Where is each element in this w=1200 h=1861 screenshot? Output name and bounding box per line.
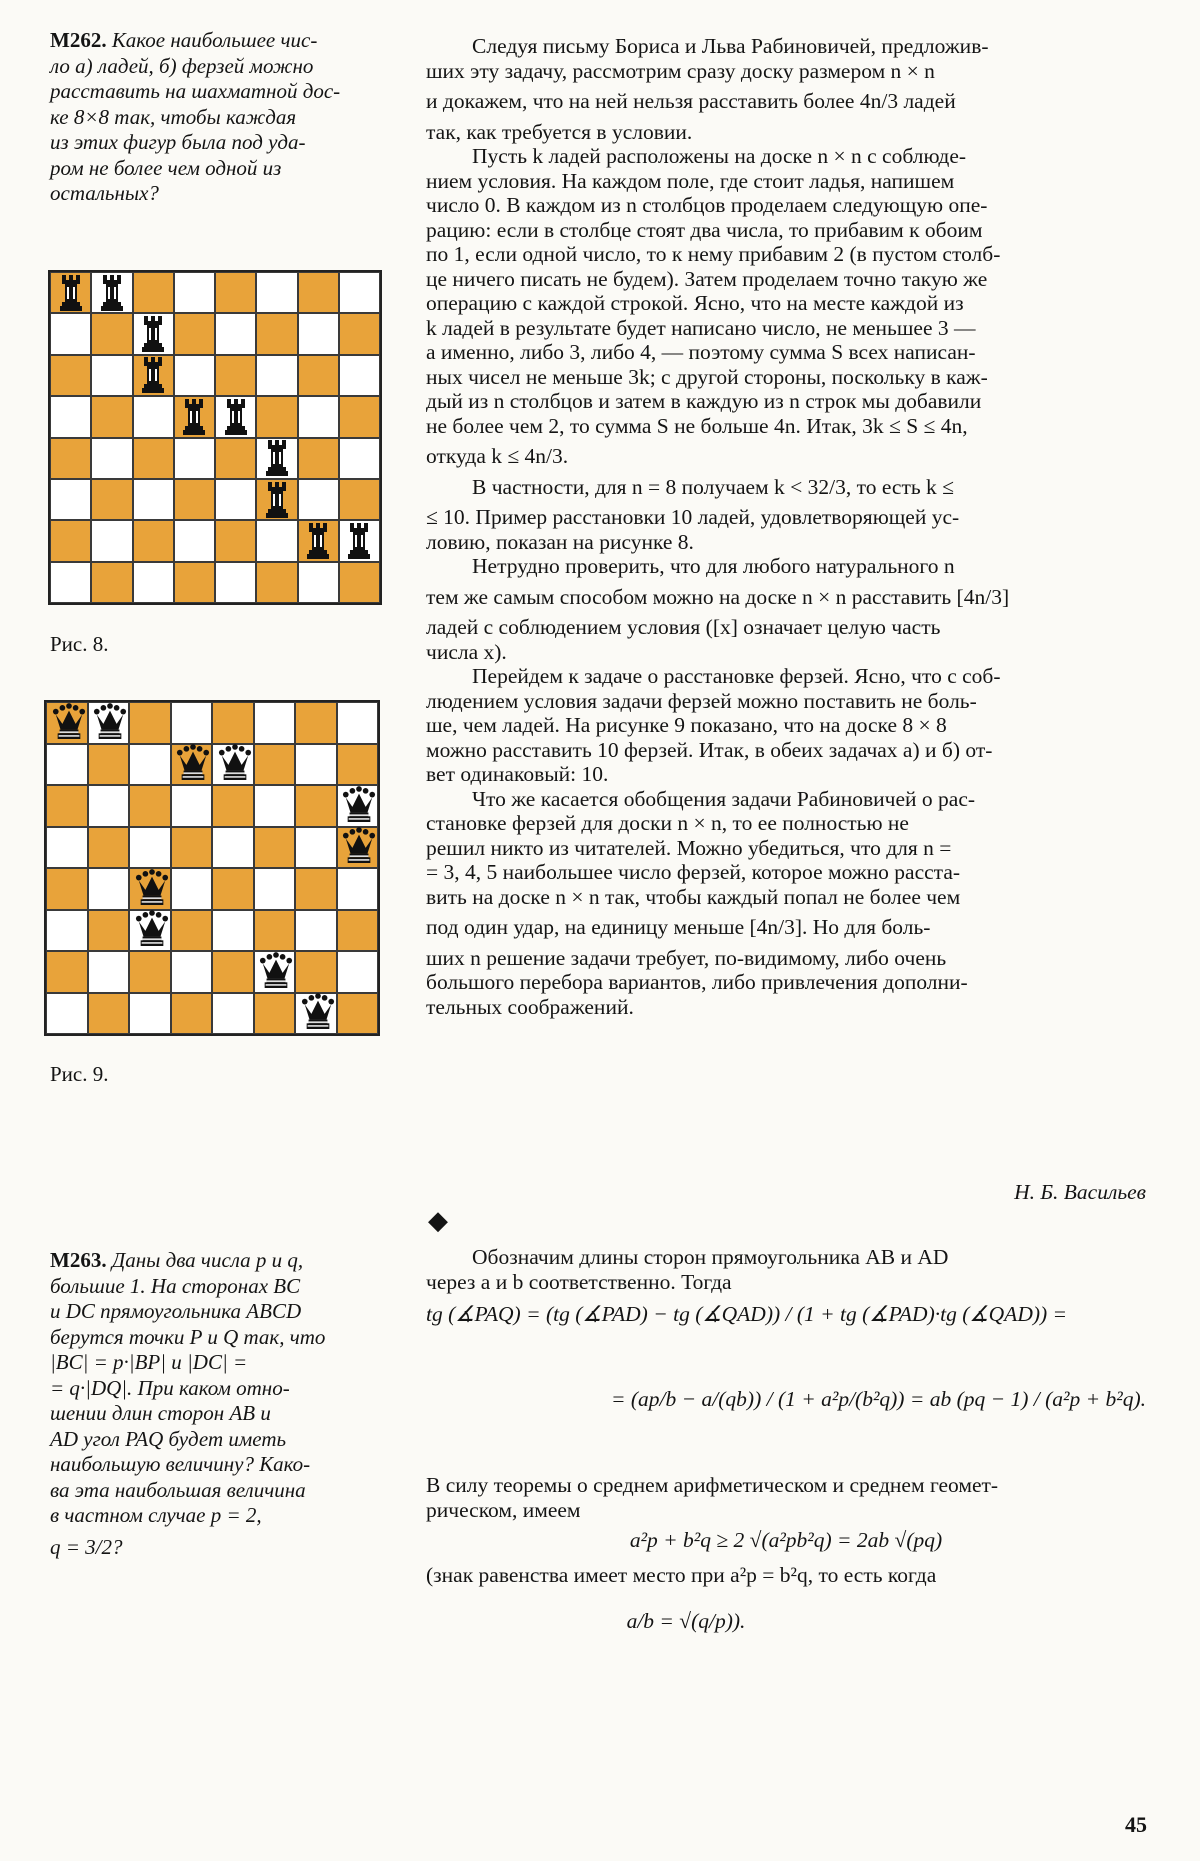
board-square — [171, 868, 213, 910]
board-square — [46, 827, 88, 869]
board-square — [129, 993, 171, 1035]
solution-m263 — [426, 1245, 1146, 1634]
text-line: а именно, либо 3, либо 4, — поэтому сумма S всех написан- — [426, 340, 976, 364]
board-square — [171, 951, 213, 993]
board-square — [88, 744, 130, 786]
board-square — [129, 951, 171, 993]
text-line: Обозначим длины сторон прямоугольника AB и AD — [472, 1245, 949, 1269]
board-square — [295, 827, 337, 869]
board-square — [337, 702, 379, 744]
text-line: (знак равенства имеет место при a²p = b²q, то есть когда — [426, 1562, 937, 1587]
board-square — [91, 479, 132, 520]
problem-label: М263. — [50, 1248, 107, 1272]
text-line: большого перебора вариантов, либо привлечения дополни- — [426, 970, 968, 994]
text-line: = 3, 4, 5 наибольшее число ферзей, которое можно расста- — [426, 860, 961, 884]
board-square — [298, 272, 339, 313]
problem-line: ло а) ладей, б) ферзей можно — [50, 53, 314, 78]
board-square — [50, 520, 91, 561]
rook-icon — [262, 480, 292, 520]
text-line: ловию, показан на рисунке 8. — [426, 529, 694, 554]
board-square — [295, 993, 337, 1035]
board-square — [212, 785, 254, 827]
board-square — [256, 396, 297, 437]
board-square — [254, 702, 296, 744]
page-number: 45 — [1125, 1812, 1147, 1837]
queen-icon — [135, 869, 165, 909]
board-square — [298, 479, 339, 520]
board-square — [133, 479, 174, 520]
problem-line: наибольшую величину? Како- — [50, 1452, 311, 1476]
problem-line: ва эта наибольшая величина — [50, 1477, 306, 1502]
board-square — [129, 868, 171, 910]
queen-icon — [52, 703, 82, 743]
board-square — [215, 396, 256, 437]
text-line: нием условия. На каждом поле, где стоит ладья, напишем — [426, 168, 955, 193]
formula-optimal-ratio: a/b = √(q/p)). — [626, 1609, 746, 1633]
board-square — [171, 785, 213, 827]
text-line: це ничего писать не будем). Затем проделаем точно такую же — [426, 266, 988, 291]
board-square — [254, 744, 296, 786]
board-square — [133, 562, 174, 603]
text-line: не более чем 2, то сумма S не больше 4n. Итак, 3k ≤ S ≤ 4n, — [426, 413, 968, 438]
board-square — [91, 355, 132, 396]
diamond-separator-icon: ◆ — [428, 1206, 448, 1235]
text-line: откуда k ≤ 4n/3. — [426, 444, 569, 468]
board-square — [133, 396, 174, 437]
rook-icon — [262, 438, 292, 478]
board-square — [91, 272, 132, 313]
board-square — [215, 313, 256, 354]
board-square — [50, 355, 91, 396]
board-square — [254, 827, 296, 869]
board-square — [298, 520, 339, 561]
board-square — [174, 520, 215, 561]
board-square — [337, 951, 379, 993]
queen-icon — [135, 910, 165, 950]
board-square — [91, 313, 132, 354]
board-square — [212, 910, 254, 952]
problem-line: AD угол PAQ будет иметь — [50, 1426, 287, 1451]
text-line: рическом, имеем — [426, 1497, 581, 1522]
board-square — [50, 313, 91, 354]
board-square — [339, 479, 380, 520]
text-line: и докажем, что на ней нельзя расставить более 4n/3 ладей — [426, 89, 956, 113]
board-square — [337, 910, 379, 952]
board-square — [91, 396, 132, 437]
board-square — [298, 313, 339, 354]
board-square — [46, 951, 88, 993]
board-square — [212, 951, 254, 993]
text-line: тельных соображений. — [426, 994, 634, 1019]
chessboard-figure-9 — [44, 700, 380, 1036]
board-square — [88, 702, 130, 744]
board-square — [256, 479, 297, 520]
text-line: Пусть k ладей расположены на доске n × n с соблюде- — [472, 144, 967, 168]
queen-icon — [176, 744, 206, 784]
text-line: Перейдем к задаче о расстановке ферзей. Ясно, что с соб- — [472, 664, 1001, 688]
board-square — [339, 396, 380, 437]
problem-line: большие 1. На сторонах BC — [50, 1273, 301, 1298]
text-line: Нетрудно проверить, что для любого натурального n — [472, 554, 955, 578]
board-square — [339, 272, 380, 313]
board-square — [88, 868, 130, 910]
board-square — [295, 702, 337, 744]
queen-icon — [342, 786, 372, 826]
text-line: под один удар, на единицу меньше [4n/3]. Но для боль- — [426, 915, 931, 939]
board-square — [129, 910, 171, 952]
text-line: В силу теоремы о среднем арифметическом и среднем геомет- — [426, 1473, 999, 1497]
board-square — [174, 562, 215, 603]
board-square — [46, 910, 88, 952]
board-square — [339, 520, 380, 561]
queen-icon — [342, 827, 372, 867]
board-square — [171, 744, 213, 786]
rook-icon — [221, 397, 251, 437]
board-square — [174, 355, 215, 396]
board-square — [91, 520, 132, 561]
board-square — [215, 520, 256, 561]
board-square — [298, 562, 339, 603]
board-square — [46, 744, 88, 786]
board-square — [133, 438, 174, 479]
board-square — [295, 868, 337, 910]
problem-line: q = 3/2? — [50, 1534, 123, 1559]
board-square — [174, 479, 215, 520]
problem-line: остальных? — [50, 181, 159, 205]
board-square — [212, 702, 254, 744]
board-square — [88, 993, 130, 1035]
problem-line: ке 8×8 так, чтобы каждая — [50, 104, 297, 129]
board-square — [295, 785, 337, 827]
text-line: можно расставить 10 ферзей. Итак, в обеих задачах а) и б) от- — [426, 737, 993, 762]
board-square — [88, 951, 130, 993]
problem-label: М262. — [50, 28, 107, 52]
board-square — [129, 785, 171, 827]
text-line: ных чисел не меньше 3k; с другой стороны, поскольку в каж- — [426, 364, 988, 389]
rook-icon — [344, 521, 374, 561]
text-line: становке ферзей для доски n × n, то ее полностью не — [426, 811, 909, 835]
board-square — [46, 785, 88, 827]
text-line: число 0. В каждом из n столбцов проделаем следующую опе- — [426, 193, 988, 217]
board-square — [254, 910, 296, 952]
queen-icon — [218, 744, 248, 784]
board-square — [212, 827, 254, 869]
board-square — [215, 479, 256, 520]
board-square — [46, 868, 88, 910]
rook-icon — [179, 397, 209, 437]
rook-icon — [303, 521, 333, 561]
board-square — [298, 396, 339, 437]
board-square — [174, 272, 215, 313]
board-square — [133, 355, 174, 396]
board-square — [88, 785, 130, 827]
text-line: через a и b соответственно. Тогда — [426, 1269, 732, 1294]
board-square — [298, 355, 339, 396]
board-square — [174, 438, 215, 479]
board-square — [256, 562, 297, 603]
board-square — [254, 951, 296, 993]
queen-icon — [301, 993, 331, 1033]
text-line: рацию: если в столбце стоят два числа, то прибавим к обоим — [426, 217, 983, 242]
board-square — [91, 438, 132, 479]
board-square — [88, 827, 130, 869]
board-square — [256, 438, 297, 479]
text-line: операцию с каждой строкой. Ясно, что на месте каждой из — [426, 291, 964, 315]
text-line: дый из n столбцов и затем в каждую из n строк мы добавили — [426, 389, 982, 413]
board-square — [295, 951, 337, 993]
board-square — [171, 827, 213, 869]
board-square — [212, 744, 254, 786]
text-line: решил никто из читателей. Можно убедиться, что для n = — [426, 835, 952, 860]
board-square — [215, 272, 256, 313]
problem-line: шении длин сторон AB и — [50, 1401, 271, 1425]
board-square — [295, 744, 337, 786]
board-square — [46, 702, 88, 744]
figure-8-caption: Рис. 8. — [50, 632, 109, 656]
text-line: так, как требуется в условии. — [426, 119, 693, 144]
board-square — [212, 868, 254, 910]
board-square — [46, 993, 88, 1035]
queen-icon — [259, 952, 289, 992]
problem-line: Даны два числа p и q, — [111, 1248, 304, 1272]
board-square — [50, 396, 91, 437]
text-line: по 1, если одной число, то к нему прибавим 2 (в пустом столб- — [426, 242, 1001, 266]
text-line: ≤ 10. Пример расстановки 10 ладей, удовлетворяющей ус- — [426, 505, 960, 529]
board-square — [129, 827, 171, 869]
solution-m262 — [426, 34, 1146, 1019]
problem-line: и DC прямоугольника ABCD — [50, 1299, 302, 1323]
board-square — [91, 562, 132, 603]
board-square — [256, 313, 297, 354]
text-line: В частности, для n = 8 получаем k < 32/3, то есть k ≤ — [472, 474, 954, 499]
chessboard-figure-8 — [48, 270, 382, 605]
text-line: ладей с соблюдением условия ([x] означает целую часть — [426, 615, 941, 639]
text-line: людением условия задачи ферзей можно поставить не боль- — [426, 688, 977, 713]
board-square — [337, 993, 379, 1035]
text-line: числа x). — [426, 639, 507, 664]
rook-icon — [56, 273, 86, 313]
board-square — [50, 562, 91, 603]
board-square — [171, 910, 213, 952]
figure-9-caption: Рис. 9. — [50, 1062, 109, 1086]
board-square — [171, 993, 213, 1035]
problem-line: ром не более чем одной из — [50, 155, 282, 180]
board-square — [254, 993, 296, 1035]
board-square — [129, 744, 171, 786]
problem-line: Какое наибольшее чис- — [111, 28, 318, 52]
text-line: Что же касается обобщения задачи Рабиновичей о рас- — [472, 786, 976, 811]
board-square — [254, 785, 296, 827]
board-square — [295, 910, 337, 952]
board-square — [171, 702, 213, 744]
board-square — [50, 272, 91, 313]
board-square — [133, 272, 174, 313]
board-square — [298, 438, 339, 479]
board-square — [256, 520, 297, 561]
board-square — [133, 520, 174, 561]
board-square — [129, 702, 171, 744]
board-square — [337, 744, 379, 786]
board-square — [254, 868, 296, 910]
board-square — [174, 396, 215, 437]
board-square — [174, 313, 215, 354]
text-line: Следуя письму Бориса и Льва Рабиновичей, предложив- — [472, 34, 989, 58]
board-square — [337, 868, 379, 910]
board-square — [215, 355, 256, 396]
board-square — [339, 355, 380, 396]
text-line: ше, чем ладей. На рисунке 9 показано, что на доске 8 × 8 — [426, 713, 947, 737]
board-square — [339, 438, 380, 479]
problem-line: расставить на шахматной дос- — [50, 79, 341, 103]
text-line: k ладей в результате будет написано число, не меньшее 3 — — [426, 315, 976, 340]
board-square — [88, 910, 130, 952]
board-square — [215, 438, 256, 479]
problem-line: берутся точки P и Q так, что — [50, 1324, 326, 1349]
board-square — [256, 355, 297, 396]
problem-m262 — [50, 28, 390, 207]
board-square — [215, 562, 256, 603]
text-line: вет одинаковый: 10. — [426, 762, 609, 786]
board-square — [339, 562, 380, 603]
problem-m263 — [50, 1248, 390, 1560]
rook-icon — [138, 355, 168, 395]
text-line: ших n решение задачи требует, по-видимому, либо очень — [426, 945, 947, 970]
signature: Н. Б. Васильев — [1014, 1180, 1146, 1204]
board-square — [133, 313, 174, 354]
rook-icon — [138, 314, 168, 354]
formula-tangent-difference: tg (∡PAQ) = (tg (∡PAD) − tg (∡QAD)) / (1 + tg (∡PAD)·tg (∡QAD)) = — [426, 1302, 1068, 1326]
board-square — [339, 313, 380, 354]
text-line: тем же самым способом можно на доске n × n расставить [4n/3] — [426, 584, 1010, 609]
queen-icon — [93, 703, 123, 743]
board-square — [337, 827, 379, 869]
rook-icon — [97, 273, 127, 313]
text-line: ших эту задачу, рассмотрим сразу доску размером n × n — [426, 58, 935, 83]
problem-line: = q·|DQ|. При каком отно- — [50, 1375, 290, 1400]
problem-line: в частном случае p = 2, — [50, 1503, 262, 1527]
board-square — [256, 272, 297, 313]
board-square — [212, 993, 254, 1035]
problem-line: из этих фигур была под уда- — [50, 130, 306, 154]
problem-line: |BC| = p·|BP| и |DC| = — [50, 1350, 248, 1374]
formula-tangent-result: = (ap/b − a/(qb)) / (1 + a²p/(b²q)) = ab (pq − 1) / (a²p + b²q). — [611, 1386, 1146, 1411]
board-square — [50, 479, 91, 520]
board-square — [50, 438, 91, 479]
text-line: вить на доске n × n так, чтобы каждый попал не более чем — [426, 884, 961, 909]
formula-am-gm-inequality: a²p + b²q ≥ 2 √(a²pb²q) = 2ab √(pq) — [629, 1528, 943, 1552]
board-square — [337, 785, 379, 827]
